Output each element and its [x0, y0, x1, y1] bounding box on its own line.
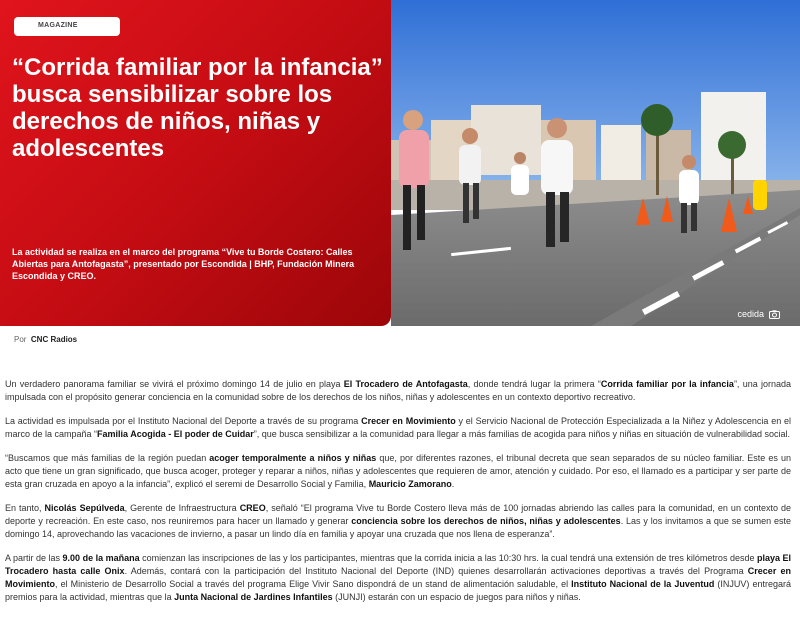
text-run: Un verdadero panorama familiar se vivirá el próximo domingo 14 de julio en playa [5, 379, 344, 389]
article-title: “Corrida familiar por la infancia” busca sensibilizar sobre los derechos de niños, niñas y adolescentes [12, 54, 383, 162]
text-run: “Buscamos que más familias de la región puedan [5, 453, 210, 463]
bold-text: Crecer en Movimiento [361, 416, 456, 426]
camera-icon [769, 310, 780, 319]
bold-text: acoger temporalmente a niños y niñas [209, 453, 377, 463]
bold-text: 9.00 de la mañana [62, 553, 140, 563]
text-run: . Las y los invitamos a que se sumen este domingo 14, aprovechando las vacaciones de invierno, a pasar un lindo día en familia y apoyar una cruzada que nos llena de esperanza”. [5, 516, 791, 539]
text-run: , donde tendrá lugar la primera “ [467, 379, 601, 389]
bold-text: Nicolás Sepúlveda [44, 503, 125, 513]
bold-text: playa El Trocadero hasta calle Onix [5, 553, 791, 576]
text-run: , el Ministerio de Desarrollo Social a través del programa Elige Vivir Sano dispondrá de un stand de alimentación saludable, el [55, 579, 572, 589]
bold-text: Instituto Nacional de la Juventud [571, 579, 715, 589]
article-subtitle: La actividad se realiza en el marco del programa “Vive tu Borde Costero: Calles Abiertas para Antofagasta”, presentado por Escondida | BHP, Fundación Minera Escondida y CREO. [12, 247, 355, 281]
byline [14, 335, 77, 344]
text-run: ”, que busca sensibilizar a la comunidad para llegar a más familias de acogida para niños y niñas en situación de vulnerabilidad social. [253, 429, 791, 439]
bold-text: Mauricio Zamorano [368, 479, 452, 489]
text-run: (JUNJI) estarán con un espacio de juegos para niños y niñas. [332, 592, 581, 602]
hero-photo [391, 0, 800, 326]
text-run: . Además, contará con la participación del Instituto Nacional del Deporte (IND) quienes desarrollarán activaciones deportivas a través del Programa [124, 566, 748, 576]
photo-credit: cedida [737, 309, 764, 319]
text-run: ”, una jornada impulsada con el propósito generar conciencia en la comunidad sobre de los derechos de los niños, niñas y adolescentes en un contexto deportivo recreativo. [5, 379, 791, 402]
bold-text: Corrida familiar por la infancia [600, 379, 734, 389]
text-run: , señaló “El programa Vive tu Borde Costero lleva más de 100 jornadas abriendo las calles para la comunidad, en un contexto de deporte y recreación. En este caso, nos reuniremos para hacer un llamado y generar [5, 503, 791, 526]
byline-prefix: Por [14, 335, 27, 344]
section-badge[interactable]: MAGAZINE [14, 17, 120, 36]
bold-text: Crecer en Movimiento [5, 566, 791, 589]
text-run: que, por diferentes razones, el tribunal decreta que sean separados de su núcleo familiar. Este es un acto que tiene un gran significado, que busca acoger, proteger y reparar a niños, niñas y adolescentes que requieren de amor, atención y cuidado. Por eso, el llamado es a participar y ser parte de esta gran cruzada en apoyo a la infancia”, explicó el seremi de Desarrollo Social y Familia, [5, 453, 791, 489]
paragraph-3 [5, 452, 791, 491]
bold-text: Junta Nacional de Jardines Infantiles [174, 592, 333, 602]
paragraph-1 [5, 378, 791, 404]
byline-author[interactable]: CNC Radios [30, 335, 78, 344]
paragraph-4 [5, 502, 791, 541]
text-run: (INJUV) entregará premios para la actividad, mientras que la [5, 579, 791, 602]
text-run: En tanto, [5, 503, 45, 513]
text-run: La actividad es impulsada por el Instituto Nacional del Deporte a través de su programa [5, 416, 362, 426]
bold-text: conciencia sobre los derechos de niños, niñas y adolescentes [351, 516, 621, 526]
text-run: A partir de las [5, 553, 63, 563]
paragraph-5 [5, 552, 791, 604]
hero-red-panel [0, 0, 391, 326]
text-run: . [451, 479, 455, 489]
text-run: , Gerente de Infraestructura [124, 503, 240, 513]
article-body [5, 378, 791, 615]
bold-text: El Trocadero de Antofagasta [343, 379, 468, 389]
bold-text: CREO [239, 503, 266, 513]
text-run: comienzan las inscripciones de las y los participantes, mientras que la corrida inicia a las 10:30 hrs. la cual tendrá una extensión de tres kilómetros desde [139, 553, 757, 563]
bold-text: Familia Acogida - El poder de Cuidar [97, 429, 254, 439]
paragraph-2 [5, 415, 791, 441]
running-event-photo [391, 0, 800, 326]
text-run: y el Servicio Nacional de Protección Especializada a la Niñez y Adolescencia en el marco de la campaña “ [5, 416, 791, 439]
